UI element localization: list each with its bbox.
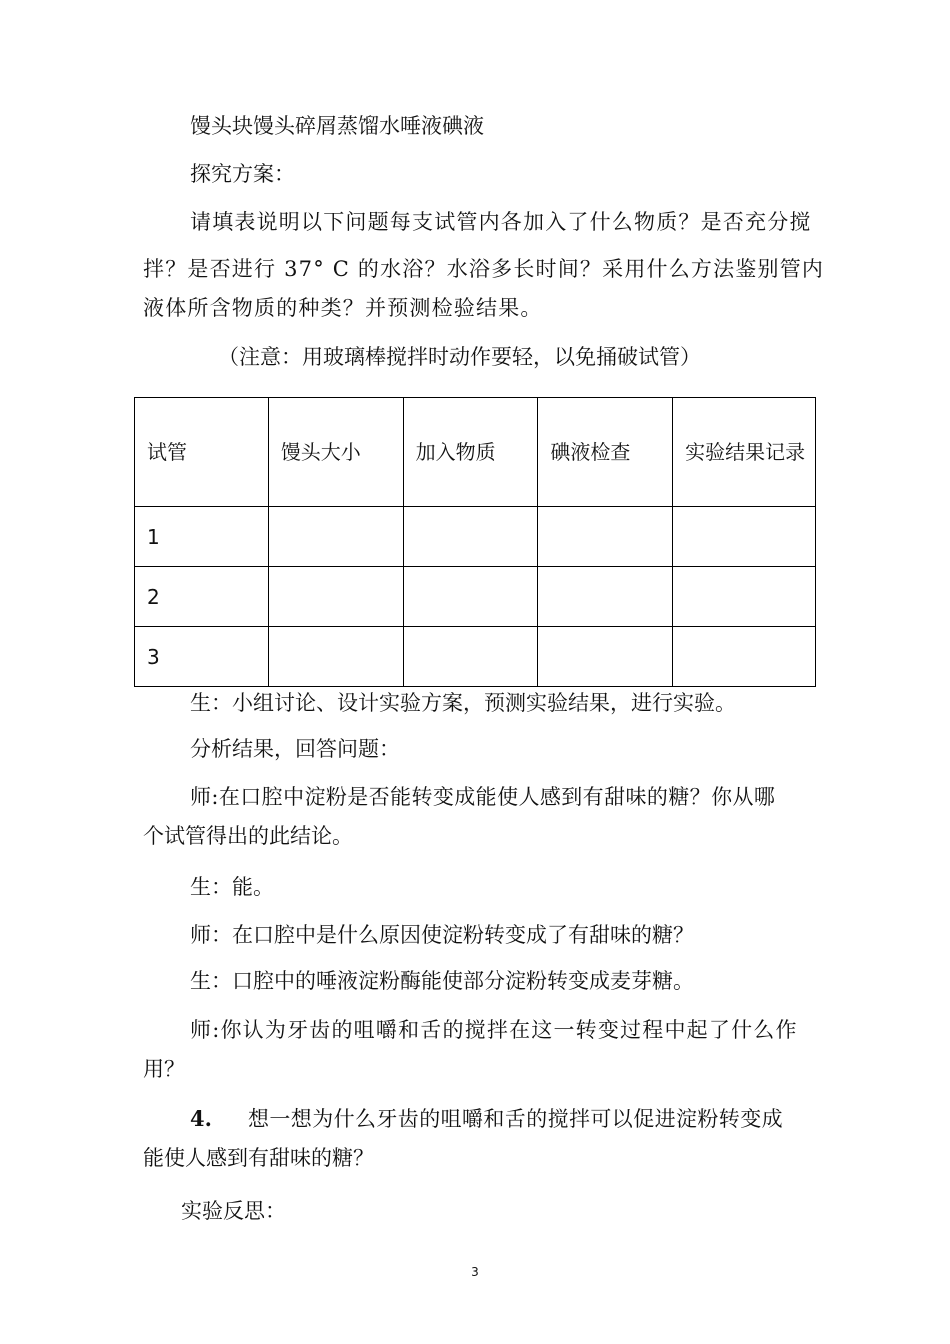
caution-note: （注意：用玻璃棒搅拌时动作要轻，以免捅破试管） <box>218 345 701 369</box>
table-cell-tube: 3 <box>135 627 269 687</box>
materials-list: 馒头块馒头碎屑蒸馏水唾液碘液 <box>190 114 484 138</box>
table-cell[interactable] <box>268 567 403 627</box>
table-cell-tube: 2 <box>135 567 269 627</box>
table-row <box>135 567 816 627</box>
student-answer-2: 生：口腔中的唾液淀粉酶能使部分淀粉转变成麦芽糖。 <box>190 969 694 993</box>
table-cell[interactable] <box>268 627 403 687</box>
table-cell[interactable] <box>538 627 673 687</box>
item-4-number: 4. <box>190 1106 212 1131</box>
teacher-question-1-line-2: 个试管得出的此结论。 <box>143 824 353 848</box>
instruction-line-2: 拌？是否进行 37° C 的水浴？水浴多长时间？采用什么方法鉴别管内 <box>143 257 825 281</box>
table-header-row <box>135 398 816 507</box>
table-row <box>135 507 816 567</box>
instruction-line-3: 液体所含物质的种类？并预测检验结果。 <box>143 296 543 320</box>
table-cell[interactable] <box>403 567 538 627</box>
analysis-heading: 分析结果，回答问题： <box>190 737 400 761</box>
plan-heading: 探究方案： <box>190 162 295 186</box>
reflection-heading: 实验反思： <box>181 1199 286 1223</box>
teacher-question-3-line-2: 用？ <box>143 1057 185 1081</box>
instruction-line-1: 请填表说明以下问题每支试管内各加入了什么物质？是否充分搅 <box>190 210 812 234</box>
teacher-question-2: 师：在口腔中是什么原因使淀粉转变成了有甜味的糖？ <box>190 923 694 947</box>
item-4-line-2: 能使人感到有甜味的糖？ <box>143 1146 374 1170</box>
student-design-line: 生：小组讨论、设计实验方案，预测实验结果，进行实验。 <box>190 691 736 715</box>
header-result-record: 实验结果记录 <box>673 398 816 507</box>
header-added-substance: 加入物质 <box>403 398 538 507</box>
table-cell[interactable] <box>538 507 673 567</box>
experiment-table <box>134 397 816 687</box>
table-cell[interactable] <box>538 567 673 627</box>
student-answer-1: 生：能。 <box>190 875 274 899</box>
teacher-question-3-line-1: 师:你认为牙齿的咀嚼和舌的搅拌在这一转变过程中起了什么作 <box>190 1018 798 1042</box>
table-cell[interactable] <box>403 627 538 687</box>
table-row <box>135 627 816 687</box>
table-cell[interactable] <box>673 627 816 687</box>
table-cell[interactable] <box>673 507 816 567</box>
table-cell[interactable] <box>403 507 538 567</box>
table-cell[interactable] <box>268 507 403 567</box>
header-iodine-test: 碘液检查 <box>538 398 673 507</box>
table-cell[interactable] <box>673 567 816 627</box>
item-4-line-1: 想一想为什么牙齿的咀嚼和舌的搅拌可以促进淀粉转变成 <box>248 1107 783 1131</box>
teacher-question-1-line-1: 师:在口腔中淀粉是否能转变成能使人感到有甜味的糖？你从哪 <box>190 785 776 809</box>
page-number: 3 <box>471 1265 479 1279</box>
table-cell-tube: 1 <box>135 507 269 567</box>
header-bread-size: 馒头大小 <box>268 398 403 507</box>
header-tube: 试管 <box>135 398 269 507</box>
